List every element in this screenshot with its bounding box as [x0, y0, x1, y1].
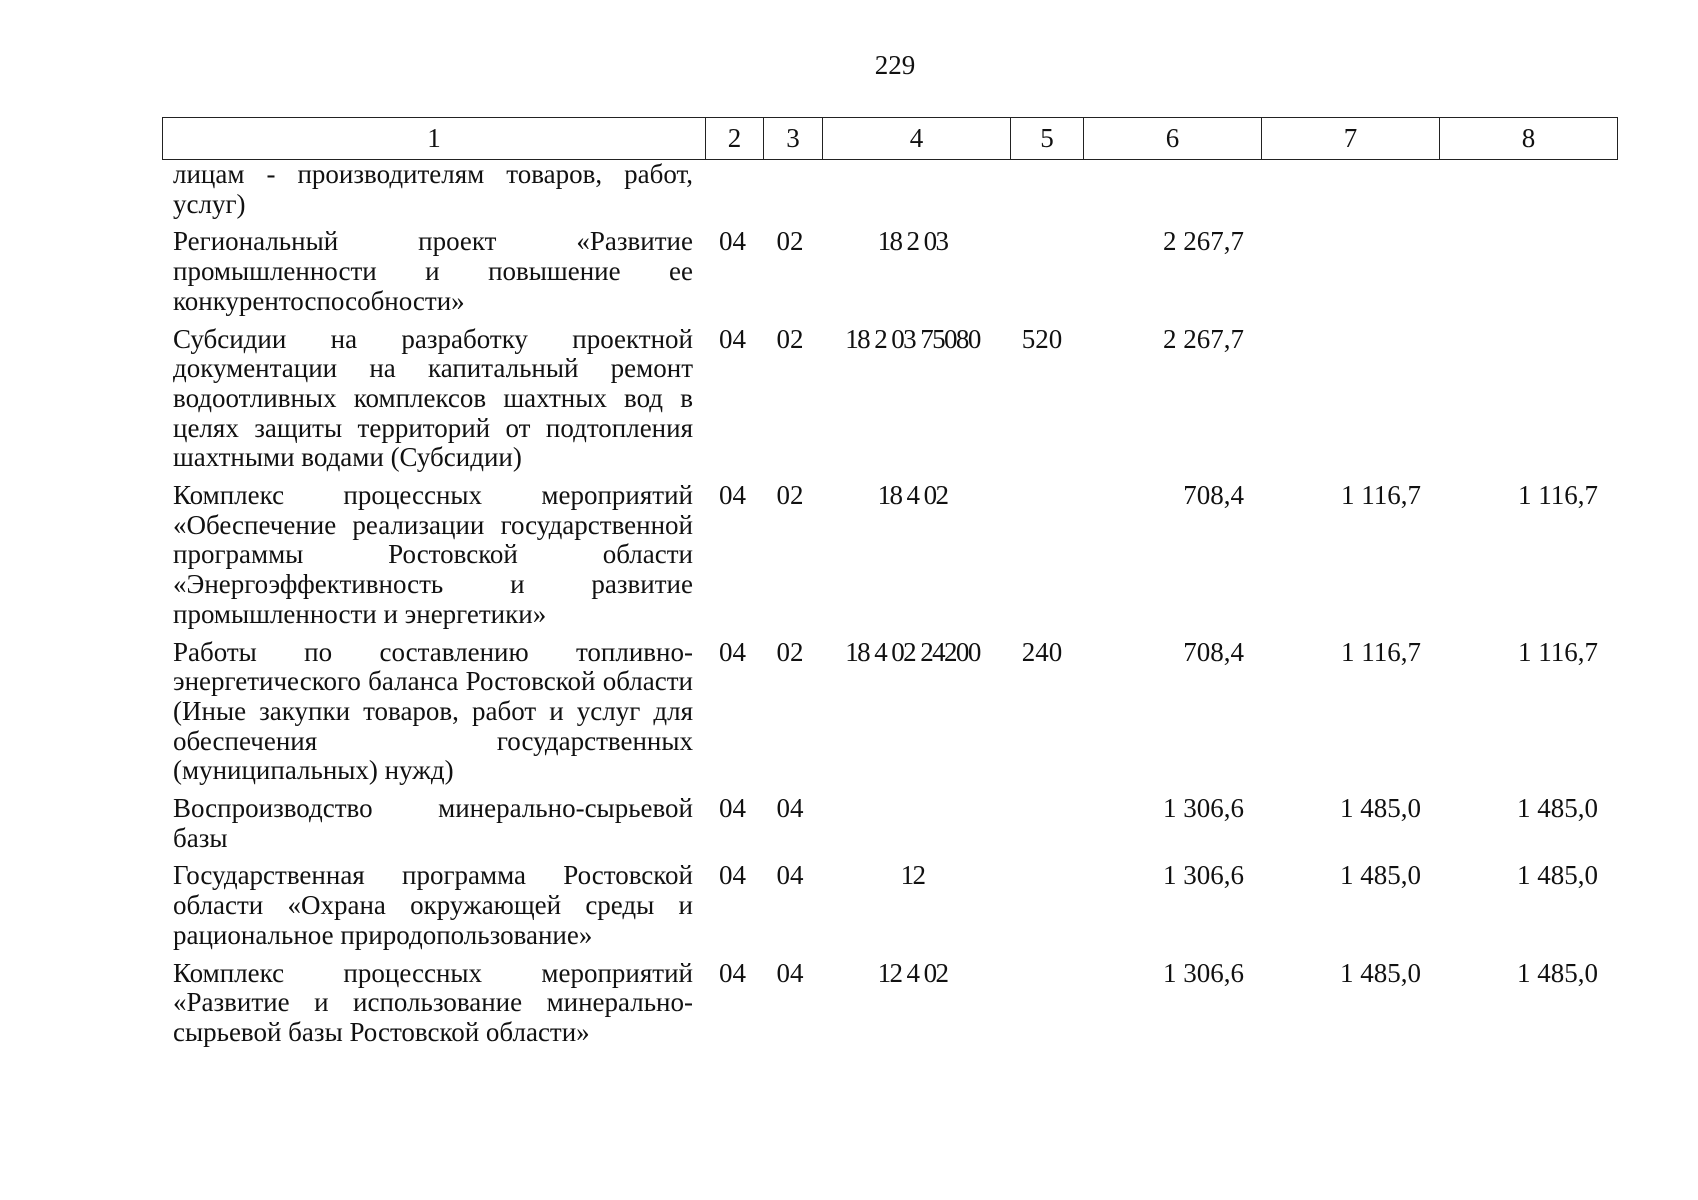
- row-amount-6: 1 306,6: [1163, 860, 1244, 891]
- column-header-7: 7: [1262, 118, 1440, 160]
- row-amount-6: 1 306,6: [1163, 957, 1244, 988]
- row-amount-8: 1 116,7: [1518, 480, 1598, 511]
- row-amount-6: 708,4: [1183, 480, 1244, 511]
- row-subsection: 04: [776, 860, 804, 891]
- table-row: [162, 227, 1609, 324]
- row-target-article: 18 4 02: [877, 480, 948, 511]
- row-subsection: 02: [776, 636, 804, 667]
- row-amount-7: 1 485,0: [1340, 793, 1421, 824]
- row-amount-7: [1255, 325, 1432, 482]
- row-expense-type: [1006, 481, 1078, 638]
- row-target-article: 12: [900, 860, 925, 891]
- row-amount-7: 1 116,7: [1341, 480, 1421, 511]
- row-subsection: 02: [776, 323, 804, 354]
- row-section: 04: [719, 636, 746, 667]
- row-name: Субсидии на разработку проектной документации на капитальный ремонт водоотливных комплексов шахтных вод в целях защиты территорий от подтопления шахтными водами (Субсидии): [173, 323, 693, 473]
- table-row: [162, 325, 1609, 482]
- row-section: [704, 160, 761, 227]
- table-row: [162, 959, 1609, 1056]
- column-header-6: 6: [1084, 118, 1262, 160]
- row-amount-7: 1 485,0: [1340, 957, 1421, 988]
- table-row: [162, 861, 1609, 958]
- row-subsection: 02: [776, 226, 804, 257]
- row-name: Комплекс процессных мероприятий «Обеспечение реализации государственной программы Ростовской области «Энергоэффективность и развитие промышленности и энергетики»: [173, 480, 693, 629]
- column-header-row: [163, 118, 1618, 160]
- column-header-4: 4: [823, 118, 1011, 160]
- row-amount-6: 1 306,6: [1163, 793, 1244, 824]
- row-amount-7: 1 485,0: [1340, 860, 1421, 891]
- row-amount-6: 2 267,7: [1163, 226, 1244, 257]
- row-name: лицам - производителям товаров, работ, услуг): [173, 159, 693, 219]
- row-section: 04: [719, 323, 746, 354]
- row-section: 04: [719, 226, 746, 257]
- row-expense-type: 520: [1021, 323, 1063, 354]
- row-amount-6: [1078, 160, 1255, 227]
- row-amount-7: 1 116,7: [1341, 636, 1421, 667]
- row-name: Региональный проект «Развитие промышленности и повышение ее конкурентоспособности»: [173, 226, 693, 316]
- row-target-article: 18 2 03: [877, 226, 948, 257]
- row-target-article: [819, 794, 1006, 861]
- table-row: [162, 160, 1609, 227]
- row-amount-8: [1432, 227, 1609, 324]
- row-section: 04: [719, 957, 746, 988]
- row-target-article: 18 4 02 24200: [845, 636, 980, 667]
- column-header-5: 5: [1011, 118, 1084, 160]
- column-header-1: 1: [163, 118, 706, 160]
- row-expense-type: [1006, 160, 1078, 227]
- row-section: 04: [719, 793, 746, 824]
- row-target-article: 18 2 03 75080: [845, 323, 980, 354]
- row-amount-6: 2 267,7: [1163, 323, 1244, 354]
- row-subsection: 04: [776, 793, 804, 824]
- row-expense-type: [1006, 959, 1078, 1056]
- table-row: [162, 481, 1609, 638]
- row-amount-8: [1432, 160, 1609, 227]
- row-section: 04: [719, 480, 746, 511]
- row-amount-8: 1 485,0: [1517, 860, 1598, 891]
- row-name: Работы по составлению топливно-энергетического баланса Ростовской области (Иные закупки товаров, работ и услуг для обеспечения государственных (муниципальных) нужд): [173, 636, 693, 786]
- row-subsection: [761, 160, 819, 227]
- column-header-2: 2: [706, 118, 764, 160]
- row-amount-8: [1432, 325, 1609, 482]
- page-number: 229: [874, 50, 916, 80]
- row-amount-7: [1255, 227, 1432, 324]
- row-amount-7: [1255, 160, 1432, 227]
- row-amount-8: 1 116,7: [1518, 636, 1598, 667]
- row-subsection: 02: [776, 480, 804, 511]
- row-name: Воспроизводство минерально-сырьевой базы: [173, 793, 693, 853]
- row-amount-6: 708,4: [1183, 636, 1244, 667]
- table-row: [162, 638, 1609, 795]
- row-target-article: [819, 160, 1006, 227]
- row-subsection: 04: [776, 957, 804, 988]
- row-expense-type: 240: [1021, 636, 1063, 667]
- column-header-8: 8: [1440, 118, 1618, 160]
- row-amount-8: 1 485,0: [1517, 957, 1598, 988]
- row-expense-type: [1006, 861, 1078, 958]
- row-expense-type: [1006, 227, 1078, 324]
- row-section: 04: [719, 860, 746, 891]
- row-amount-8: 1 485,0: [1517, 793, 1598, 824]
- row-name: Государственная программа Ростовской области «Охрана окружающей среды и рациональное природопользование»: [173, 860, 693, 950]
- budget-table: [162, 160, 1609, 1056]
- column-header-3: 3: [764, 118, 823, 160]
- row-expense-type: [1006, 794, 1078, 861]
- column-header-table: [162, 117, 1618, 160]
- row-target-article: 12 4 02: [877, 957, 948, 988]
- row-name: Комплекс процессных мероприятий «Развитие и использование минерально-сырьевой базы Ростовской области»: [173, 957, 693, 1047]
- table-row: [162, 794, 1609, 861]
